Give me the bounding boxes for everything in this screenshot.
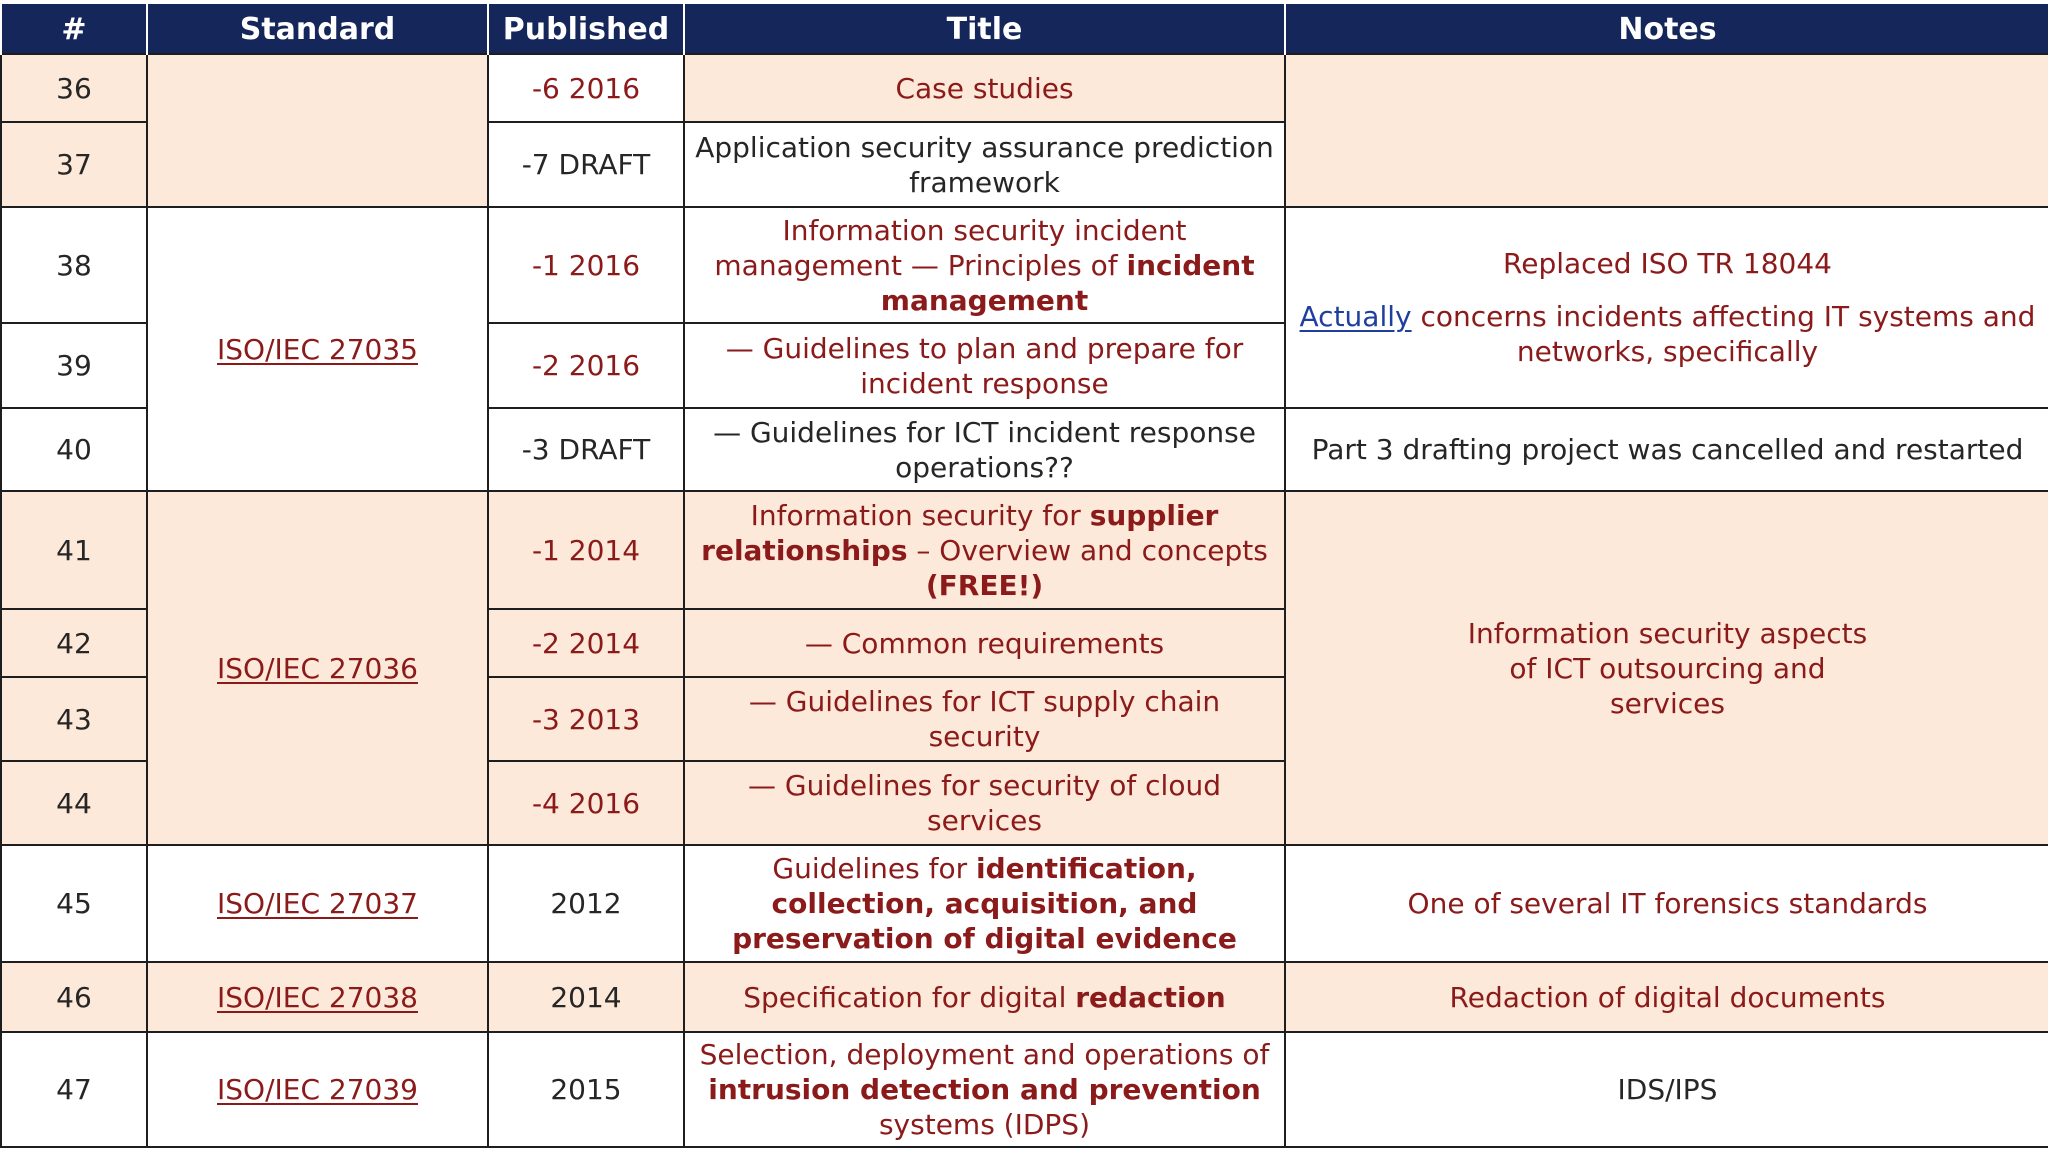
standard-link-27037[interactable]: ISO/IEC 27037 (217, 887, 418, 920)
table-row (1, 1032, 2048, 1147)
row-number: 46 (1, 962, 147, 1032)
title-cell (684, 845, 1285, 962)
title-text: Information security for (750, 498, 1090, 532)
header-published: Published (488, 4, 684, 54)
published-cell: -1 2014 (488, 491, 684, 609)
published-cell: -6 2016 (488, 54, 684, 122)
row-number: 42 (1, 609, 147, 677)
title-text: Selection, deployment and operations of (699, 1038, 1270, 1071)
title-emphasis: supplier relationships (701, 498, 1219, 567)
row-number: 36 (1, 54, 147, 122)
standard-cell (147, 207, 488, 491)
iso-standards-table (0, 4, 2048, 1148)
title-cell (684, 491, 1285, 609)
standard-cell (147, 845, 488, 962)
table-row (1, 207, 2048, 323)
header-standard: Standard (147, 4, 488, 54)
title-emphasis: redaction (1075, 980, 1226, 1014)
title-emphasis: incident management (880, 248, 1255, 317)
title-cell: — Common requirements (684, 609, 1285, 677)
row-number: 37 (1, 122, 147, 207)
notes-cell: Part 3 drafting project was cancelled and restarted (1285, 408, 2048, 491)
table-row (1, 845, 2048, 962)
published-cell: -4 2016 (488, 761, 684, 845)
notes-link[interactable]: Actually (1299, 300, 1412, 333)
notes-cell: IDS/IPS (1285, 1032, 2048, 1147)
table-row (1, 962, 2048, 1032)
standard-cell (147, 491, 488, 845)
title-emphasis: (FREE!) (925, 568, 1044, 602)
header-notes: Notes (1285, 4, 2048, 54)
table-row (1, 54, 2048, 122)
published-cell: 2012 (488, 845, 684, 962)
published-cell: -3 2013 (488, 677, 684, 761)
published-cell: -1 2016 (488, 207, 684, 323)
notes-cell: Information security aspects of ICT outsourcing and services (1285, 491, 2048, 845)
row-number: 40 (1, 408, 147, 491)
notes-cell (1285, 207, 2048, 408)
notes-cell-empty (1285, 54, 2048, 207)
header-row (1, 4, 2048, 54)
title-emphasis: intrusion detection and prevention (708, 1073, 1261, 1106)
title-cell: — Guidelines for ICT incident response operations?? (684, 408, 1285, 491)
header-num: # (1, 4, 147, 54)
standard-link-27039[interactable]: ISO/IEC 27039 (217, 1073, 418, 1106)
header-title: Title (684, 4, 1285, 54)
title-cell: Application security assurance prediction framework (684, 122, 1285, 207)
published-cell: -2 2016 (488, 323, 684, 408)
title-cell: — Guidelines for security of cloud services (684, 761, 1285, 845)
title-emphasis: identification, collection, acquisition, and preservation of digital evidence (732, 852, 1237, 955)
notes-text: concerns incidents affecting IT systems and networks, specifically (1411, 300, 2036, 368)
row-number: 41 (1, 491, 147, 609)
notes-cell: One of several IT forensics standards (1285, 845, 2048, 962)
published-cell: -7 DRAFT (488, 122, 684, 207)
standard-link-27036[interactable]: ISO/IEC 27036 (217, 651, 418, 685)
notes-line: Replaced ISO TR 18044 (1503, 247, 1832, 280)
row-number: 44 (1, 761, 147, 845)
title-text: Guidelines for (772, 852, 977, 885)
title-cell (684, 1032, 1285, 1147)
notes-cell: Redaction of digital documents (1285, 962, 2048, 1032)
published-cell: -3 DRAFT (488, 408, 684, 491)
title-text: Information security incident management — Principles of (714, 213, 1187, 282)
standard-cell (147, 1032, 488, 1147)
row-number: 45 (1, 845, 147, 962)
title-cell: Case studies (684, 54, 1285, 122)
title-cell: — Guidelines to plan and prepare for incident response (684, 323, 1285, 408)
row-number: 38 (1, 207, 147, 323)
notes-line (1294, 299, 2041, 369)
published-cell: 2015 (488, 1032, 684, 1147)
title-text: Specification for digital (743, 980, 1076, 1014)
title-cell (684, 207, 1285, 323)
standard-cell (147, 962, 488, 1032)
published-cell: 2014 (488, 962, 684, 1032)
row-number: 43 (1, 677, 147, 761)
published-cell: -2 2014 (488, 609, 684, 677)
row-number: 39 (1, 323, 147, 408)
table-row (1, 491, 2048, 609)
standard-cell-empty (147, 54, 488, 207)
row-number: 47 (1, 1032, 147, 1147)
standard-link-27035[interactable]: ISO/IEC 27035 (217, 332, 418, 366)
title-cell: — Guidelines for ICT supply chain security (684, 677, 1285, 761)
title-text: – Overview and concepts (907, 533, 1268, 567)
title-cell (684, 962, 1285, 1032)
standard-link-27038[interactable]: ISO/IEC 27038 (217, 980, 418, 1014)
title-text: systems (IDPS) (878, 1108, 1091, 1141)
